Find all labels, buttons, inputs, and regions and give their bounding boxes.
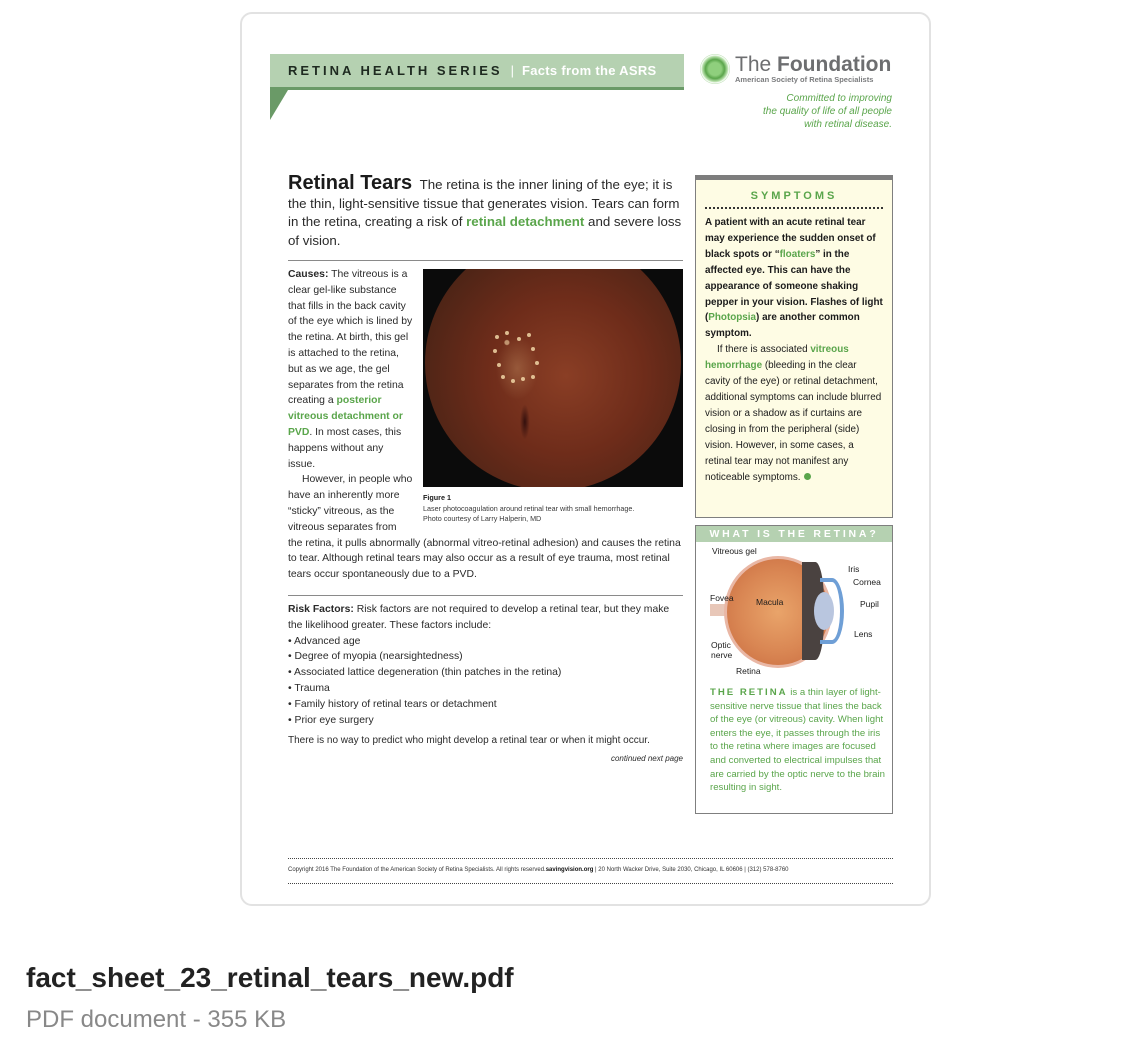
- symptoms-body: If there is associated vitreous hemorrhage (bleeding in the clear cavity of the eye) or retinal detachment, additional symptoms can include blurred vision or a shadow as if curtains are closing in from the peripheral (side) vision. However, in some cases, a retinal tear may not manifest any noticeable symptoms.: [705, 344, 882, 483]
- file-name: fact_sheet_23_retinal_tears_new.pdf: [26, 962, 514, 993]
- symptoms-heading: SYMPTOMS: [705, 190, 883, 209]
- banner-separator: |: [510, 63, 514, 78]
- divider: [288, 260, 683, 261]
- facts-label: Facts from the ASRS: [521, 63, 657, 78]
- logo-subtitle: American Society of Retina Specialists: [735, 75, 874, 85]
- figure-caption: Laser photocoagulation around retinal tear with small hemorrhage.: [423, 503, 635, 513]
- figure-1: [423, 269, 683, 525]
- series-label: RETINA HEALTH SERIES: [288, 63, 503, 78]
- eye-anatomy-diagram: Vitreous gel Iris Cornea Fovea Macula Pupil Lens Optic nerve Retina: [710, 546, 881, 676]
- figure-label: Figure 1: [423, 493, 451, 502]
- risk-factors-section: Risk Factors: Risk factors are not required to develop a retinal tear, but they make the likelihood greater. These factors include: • Advanced age • Degree of myopia (nearsightedness) • Associated lattice degeneration (thin patches in the retina) • Trauma • Family history of retinal tears or detachment • Prior eye surgery There is no way to predict who might develop a retinal tear or when it might occur. continued next page: [288, 602, 683, 767]
- photopsia-term: Photopsia: [708, 312, 757, 324]
- retina-description: THE RETINA is a thin layer of light-sensitive nerve tissue that lines the back of the eye (or vitreous) cavity. When light enters the eye, it passes through the iris to the retina where images are focused and converted to electrical impulses that are carried by the optic nerve to the brain resulting in sight.: [710, 687, 885, 794]
- continued-note: continued next page: [610, 754, 683, 764]
- pvd-term: posterior vitreous detachment or PVD: [288, 395, 403, 438]
- page-title: Retinal Tears: [288, 172, 413, 194]
- end-mark-icon: [804, 473, 811, 480]
- list-item: • Advanced age: [288, 634, 683, 650]
- list-item: • Trauma: [288, 681, 683, 697]
- list-item: • Associated lattice degeneration (thin patches in the retina): [288, 665, 683, 681]
- list-item: • Degree of myopia (nearsightedness): [288, 649, 683, 665]
- main-column: [288, 174, 683, 767]
- causes-paragraph-2: However, in people who have an inherently more “sticky” vitreous, as the vitreous separates from the retina, it pulls abnormally (abnormal vitreo-retinal adhesion) and causes the retina to tear. Although retinal tears may also occur as a result of eye trauma, most retinal tears occur spontaneously due to a PVD.: [288, 474, 681, 581]
- pdf-page: [242, 14, 929, 904]
- risk-label: Risk Factors:: [288, 603, 354, 615]
- retina-box-heading: WHAT IS THE RETINA?: [696, 526, 892, 542]
- page-footer: Copyright 2016 The Foundation of the American Society of Retina Specialists. All rights reserved.savingvision.org | 20 North Wacker Drive, Suite 2030, Chicago, IL 60606 | (312) 578-8760: [288, 858, 893, 884]
- what-is-retina-box: [695, 525, 893, 814]
- risk-factors-list: [288, 634, 683, 729]
- foundation-logo-icon: [700, 54, 730, 84]
- vitreous-hemorrhage-term: vitreous hemorrhage: [705, 344, 849, 372]
- list-item: • Family history of retinal tears or detachment: [288, 697, 683, 713]
- foundation-tagline: Committed to improving the quality of life of all people with retinal disease.: [763, 93, 892, 130]
- series-banner: [270, 54, 684, 90]
- intro-paragraph: Retinal Tears The retina is the inner lining of the eye; it is the thin, light-sensitive tissue that generates vision. Tears can form in the retina, creating a risk of retinal detachment and severe loss of vision.: [288, 172, 682, 248]
- retinal-detachment-term: retinal detachment: [466, 214, 585, 229]
- divider: [288, 595, 683, 596]
- causes-section: Figure 1 Laser photocoagulation around retinal tear with small hemorrhage. Photo courtesy of Larry Halperin, MD Causes: The vitreous is a clear gel-like substance that fills in the back cavity of the eye which is lined by the retina. At birth, this gel is attached to the retina, but as we age, the gel separates from the retina creating a posterior vitreous detachment or PVD. In most cases, this happens without any issue. However, in people who have an inherently more “sticky” vitreous, as the vitreous separates from the retina, it pulls abnormally (abnormal vitreo-retinal adhesion) and causes the retina to tear. Although retinal tears may also occur as a result of eye trauma, most retinal tears occur spontaneously due to a PVD.: [288, 267, 683, 583]
- floaters-term: floaters: [779, 248, 816, 260]
- pdf-preview-card[interactable]: [240, 12, 931, 906]
- file-meta: PDF document - 355 KB: [26, 1006, 287, 1033]
- list-item: • Prior eye surgery: [288, 713, 683, 729]
- foundation-logo: [700, 54, 892, 84]
- fundus-photo: [423, 269, 683, 487]
- banner-fold-decoration: [270, 90, 288, 120]
- symptoms-box: [695, 175, 893, 518]
- logo-title: The Foundation: [735, 53, 892, 77]
- symptoms-lead: A patient with an acute retinal tear may experience the sudden onset of black spots or “floaters” in the affected eye. This can have the appearance of someone shaking pepper in your vision. Flashes of light (Photopsia) are another common symptom.: [705, 217, 883, 340]
- risk-closing: There is no way to predict who might develop a retinal tear or when it might occur.: [288, 735, 650, 747]
- website-link: savingvision.org: [545, 867, 594, 873]
- causes-label: Causes:: [288, 269, 329, 280]
- figure-credit: Photo courtesy of Larry Halperin, MD: [423, 514, 542, 523]
